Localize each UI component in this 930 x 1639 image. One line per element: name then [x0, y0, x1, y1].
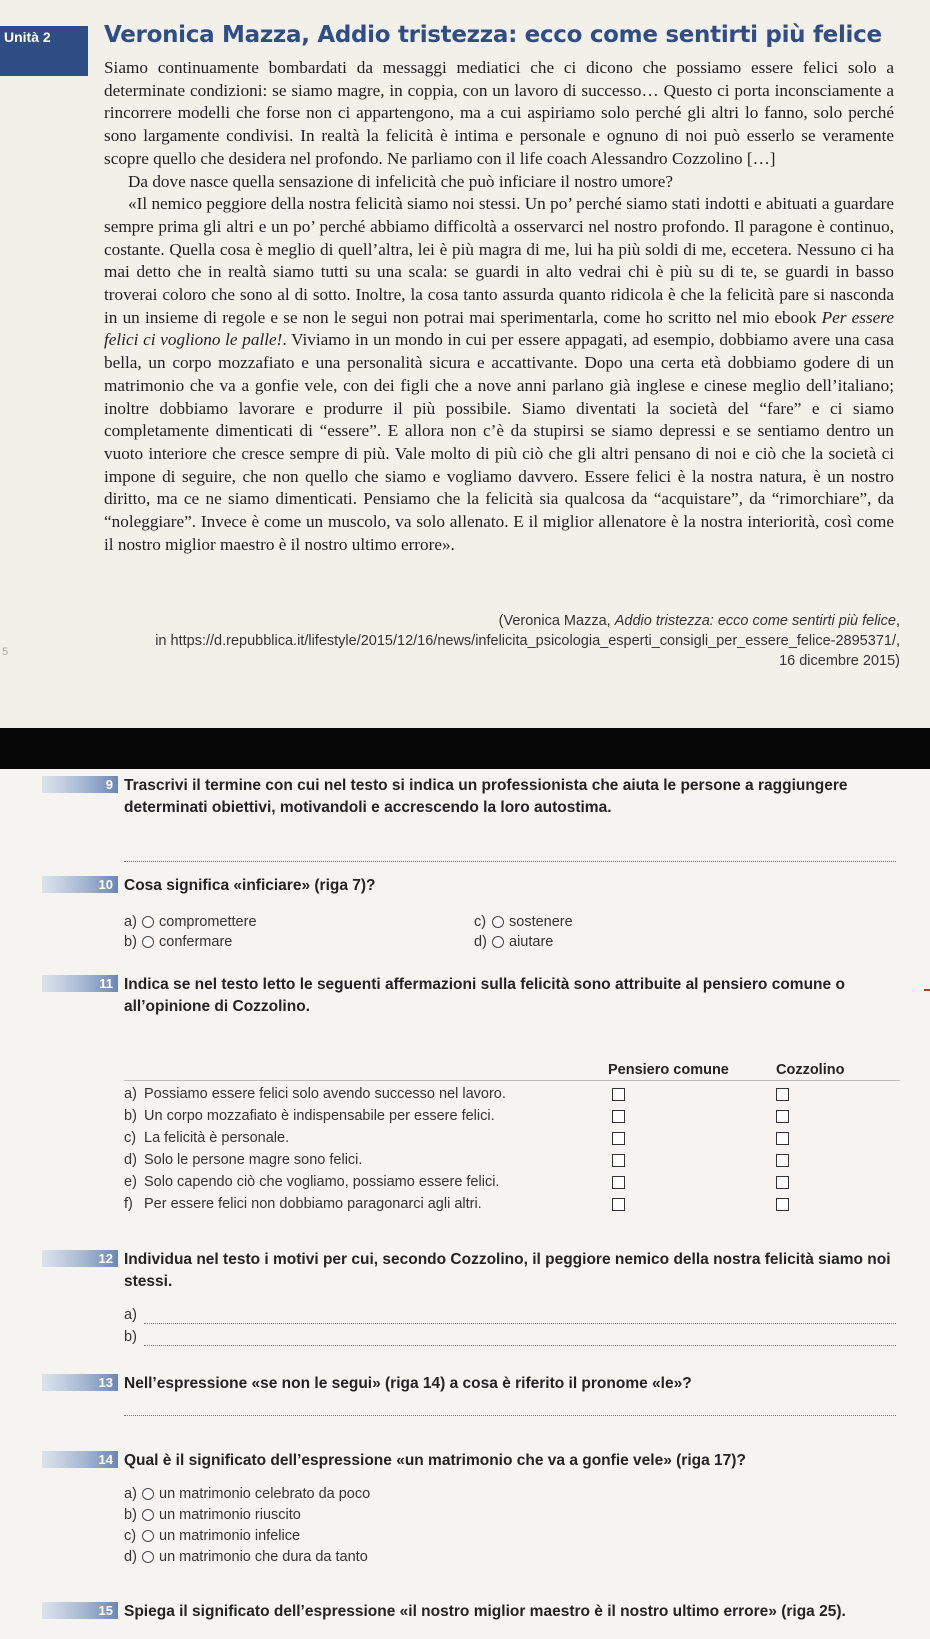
checkbox-common[interactable] — [612, 1154, 625, 1167]
question-text: Spiega il significato dell’espressione «il nostro miglior maestro è il nostro ultimo errore» (riga 25). — [124, 1603, 846, 1620]
statement-letter: b) — [124, 1108, 137, 1124]
question-number-badge: 12 — [42, 1250, 118, 1267]
statement-row — [124, 1086, 506, 1102]
checkbox-common[interactable] — [612, 1176, 625, 1189]
question-text: Nell’espressione «se non le segui» (riga 14) a cosa è riferito il pronome «le»? — [124, 1375, 692, 1392]
answer-text: «Il nemico peggiore della nostra felicità siamo noi stessi. Un po’ perché siamo stati indotti e abituati a guardare sempre prima gli altri e un po’ perché abbiamo difficoltà a osservarci nel nostro profondo. Il paragone è continuo, costante. Quella cosa è meglio di quell’altra, lei è più magra di me, lui ha più soldi di me, eccetera. Nessuno ci ha mai detto che in realtà siamo tutti su una scala: se guardi in alto vedrai chi è più su di te, se guardi in basso troverai coloro che sono al di sotto. Inoltre, la cosa tanto assurda quanto ridicola è che la felicità pare si nasconda in un insieme di regole e se non le segui non potrai mai sperimentarla, come ho scritto nel mio ebook — [104, 194, 894, 327]
checkbox-cozzolino[interactable] — [776, 1198, 789, 1211]
question-text: Trascrivi il termine con cui nel testo si indica un professionista che aiuta le persone a raggiungere determinati obiettivi, motivandoli e accrescendo la loro autostima. — [124, 777, 848, 816]
question-number-badge: 9 — [42, 776, 118, 793]
margin-line-number: 5 — [2, 646, 9, 658]
option-d[interactable] — [124, 1549, 368, 1565]
paragraph-answer — [104, 193, 894, 556]
source-prefix: (Veronica Mazza, — [498, 613, 615, 629]
statement-row — [124, 1152, 362, 1168]
question-text: Indica se nel testo letto le seguenti affermazioni sulla felicità sono attribuite al pensiero comune o all’opinione di Cozzolino. — [124, 976, 845, 1015]
question-text: Cosa significa «inficiare» (riga 7)? — [124, 877, 376, 894]
checkbox-cozzolino[interactable] — [776, 1110, 789, 1123]
option-text: aiutare — [509, 934, 554, 950]
option-text: un matrimonio riuscito — [159, 1507, 301, 1523]
source-title: Addio tristezza: ecco come sentirti più felice — [614, 613, 896, 629]
exercises-section — [0, 769, 930, 1639]
option-d[interactable] — [474, 934, 553, 950]
option-text: un matrimonio infelice — [159, 1528, 301, 1544]
option-c[interactable] — [124, 1528, 300, 1544]
paragraph-question: Da dove nasce quella sensazione di infelicità che può inficiare il nostro umore? — [128, 171, 674, 191]
checkbox-cozzolino[interactable] — [776, 1176, 789, 1189]
checkbox-common[interactable] — [612, 1088, 625, 1101]
option-text: sostenere — [509, 914, 573, 930]
article-title: Veronica Mazza, Addio tristezza: ecco come sentirti più felice — [104, 22, 882, 48]
checkbox-common[interactable] — [612, 1198, 625, 1211]
column-header-cozzolino: Cozzolino — [776, 1062, 845, 1078]
article-section — [0, 0, 930, 728]
statement-letter: e) — [124, 1174, 137, 1190]
radio-icon[interactable] — [142, 916, 154, 928]
option-text: un matrimonio che dura da tanto — [159, 1549, 368, 1565]
statement-text: La felicità è personale. — [144, 1130, 290, 1146]
paragraph-intro: Siamo continuamente bombardati da messaggi mediatici che ci dicono che possiamo essere felici solo a determinate condizioni: se siamo magre, in coppia, con un lavoro di successo… Questo ci porta inconsciamente a rincorrere modelli che forse non ci appartengono, ma a cui aspiriamo solo perché gli altri lo fanno, solo perché sono largamente condivisi. In realtà la felicità è intima e personale e ognuno di noi può esserlo se veramente scopre quello che desidera nel profondo. Ne parliamo con il life coach Alessandro Cozzolino […] — [104, 58, 894, 168]
radio-icon[interactable] — [142, 936, 154, 948]
answer-label-b: b) — [124, 1329, 137, 1345]
radio-icon[interactable] — [142, 1488, 154, 1500]
option-b[interactable] — [124, 1507, 301, 1523]
question-text: Individua nel testo i motivi per cui, secondo Cozzolino, il peggiore nemico della nostra felicità siamo noi stessi. — [124, 1251, 891, 1290]
checkbox-cozzolino[interactable] — [776, 1132, 789, 1145]
statement-text: Per essere felici non dobbiamo paragonarci agli altri. — [144, 1196, 482, 1212]
table-rule — [124, 1080, 900, 1081]
checkbox-cozzolino[interactable] — [776, 1088, 789, 1101]
statement-text: Un corpo mozzafiato è indispensabile per essere felici. — [144, 1108, 495, 1124]
option-letter: d) — [124, 1549, 137, 1565]
answer-line-q12-a[interactable] — [144, 1323, 896, 1324]
option-c[interactable] — [474, 914, 573, 930]
statement-row — [124, 1130, 289, 1146]
option-letter: b) — [124, 934, 137, 950]
answer-line-q13[interactable] — [124, 1415, 896, 1416]
option-letter: b) — [124, 1507, 137, 1523]
option-letter: a) — [124, 914, 137, 930]
statement-row — [124, 1108, 495, 1124]
radio-icon[interactable] — [492, 916, 504, 928]
source-suffix: , — [895, 613, 900, 629]
radio-icon[interactable] — [142, 1530, 154, 1542]
statement-row — [124, 1174, 499, 1190]
checkbox-common[interactable] — [612, 1110, 625, 1123]
statement-text: Solo le persone magre sono felici. — [144, 1152, 363, 1168]
answer-line-q9[interactable] — [124, 861, 896, 862]
radio-icon[interactable] — [492, 936, 504, 948]
answer-label-a: a) — [124, 1307, 137, 1323]
option-letter: d) — [474, 934, 487, 950]
question-number-badge: 11 — [42, 975, 118, 992]
source-citation — [90, 611, 900, 671]
question-text: Qual è il significato dell’espressione «un matrimonio che va a gonfie vele» (riga 17)? — [124, 1452, 746, 1469]
option-a[interactable] — [124, 914, 257, 930]
page-separator-band — [0, 728, 930, 769]
question-number-badge: 15 — [42, 1602, 118, 1619]
column-header-common: Pensiero comune — [608, 1062, 729, 1078]
statement-letter: c) — [124, 1130, 137, 1146]
option-a[interactable] — [124, 1486, 370, 1502]
option-text: compromettere — [159, 914, 257, 930]
statement-text: Possiamo essere felici solo avendo successo nel lavoro. — [144, 1086, 506, 1102]
unit-tab: Unità 2 — [0, 26, 88, 76]
source-url: in https://d.repubblica.it/lifestyle/2015/12/16/news/infelicita_psicologia_esperti_consigli_per_essere_felice-2895371/, — [155, 633, 900, 649]
radio-icon[interactable] — [142, 1551, 154, 1563]
question-number-badge: 14 — [42, 1451, 118, 1468]
statement-letter: f) — [124, 1196, 133, 1212]
question-number-badge: 13 — [42, 1374, 118, 1391]
checkbox-cozzolino[interactable] — [776, 1154, 789, 1167]
radio-icon[interactable] — [142, 1509, 154, 1521]
option-b[interactable] — [124, 934, 232, 950]
option-text: un matrimonio celebrato da poco — [159, 1486, 371, 1502]
statement-text: Solo capendo ciò che vogliamo, possiamo essere felici. — [144, 1174, 500, 1190]
margin-tick — [924, 989, 930, 991]
statement-letter: a) — [124, 1086, 137, 1102]
ebook-title: Per essere felici ci vogliono le palle! — [104, 307, 894, 350]
statement-row — [124, 1196, 482, 1212]
article-body — [104, 57, 894, 556]
statement-letter: d) — [124, 1152, 137, 1168]
answer-text-end: . Viviamo in un mondo in cui per essere appagati, ad esempio, dobbiamo avere una casa bella, un corpo mozzafiato e una personalità sicura e accattivante. Dopo una certa età dobbiamo godere di un matrimonio che va a gonfie vele, con dei figli che a nove anni parlano già inglese e cinese meglio dell’italiano; inoltre dobbiamo lavorare e produrre il più possibile. Siamo diventati la società del “fare” e ci siamo completamente dimenticati di “essere”. E allora non c’è da stupirsi se siamo depressi e se sentiamo dentro un vuoto interiore che cresce sempre di più. Vale molto di più ciò che gli altri pensano di noi e ciò che la società ci impone di seguire, che non quello che siamo e vogliamo davvero. Essere felici è la nostra natura, è un nostro diritto, ma ce ne siamo dimenticati. Pensiamo che la felicità sia qualcosa da “acquistare”, da “rimorchiare”, da “noleggiare”. Invece è come un muscolo, va solo allenato. E il miglior allenatore è la nostra interiorità, così come il nostro miglior maestro è il nostro ultimo errore». — [104, 330, 894, 554]
answer-line-q12-b[interactable] — [144, 1345, 896, 1346]
checkbox-common[interactable] — [612, 1132, 625, 1145]
option-letter: a) — [124, 1486, 137, 1502]
option-letter: c) — [124, 1528, 137, 1544]
option-text: confermare — [159, 934, 233, 950]
question-number-badge: 10 — [42, 876, 118, 893]
option-letter: c) — [474, 914, 487, 930]
source-date: 16 dicembre 2015) — [779, 653, 900, 669]
